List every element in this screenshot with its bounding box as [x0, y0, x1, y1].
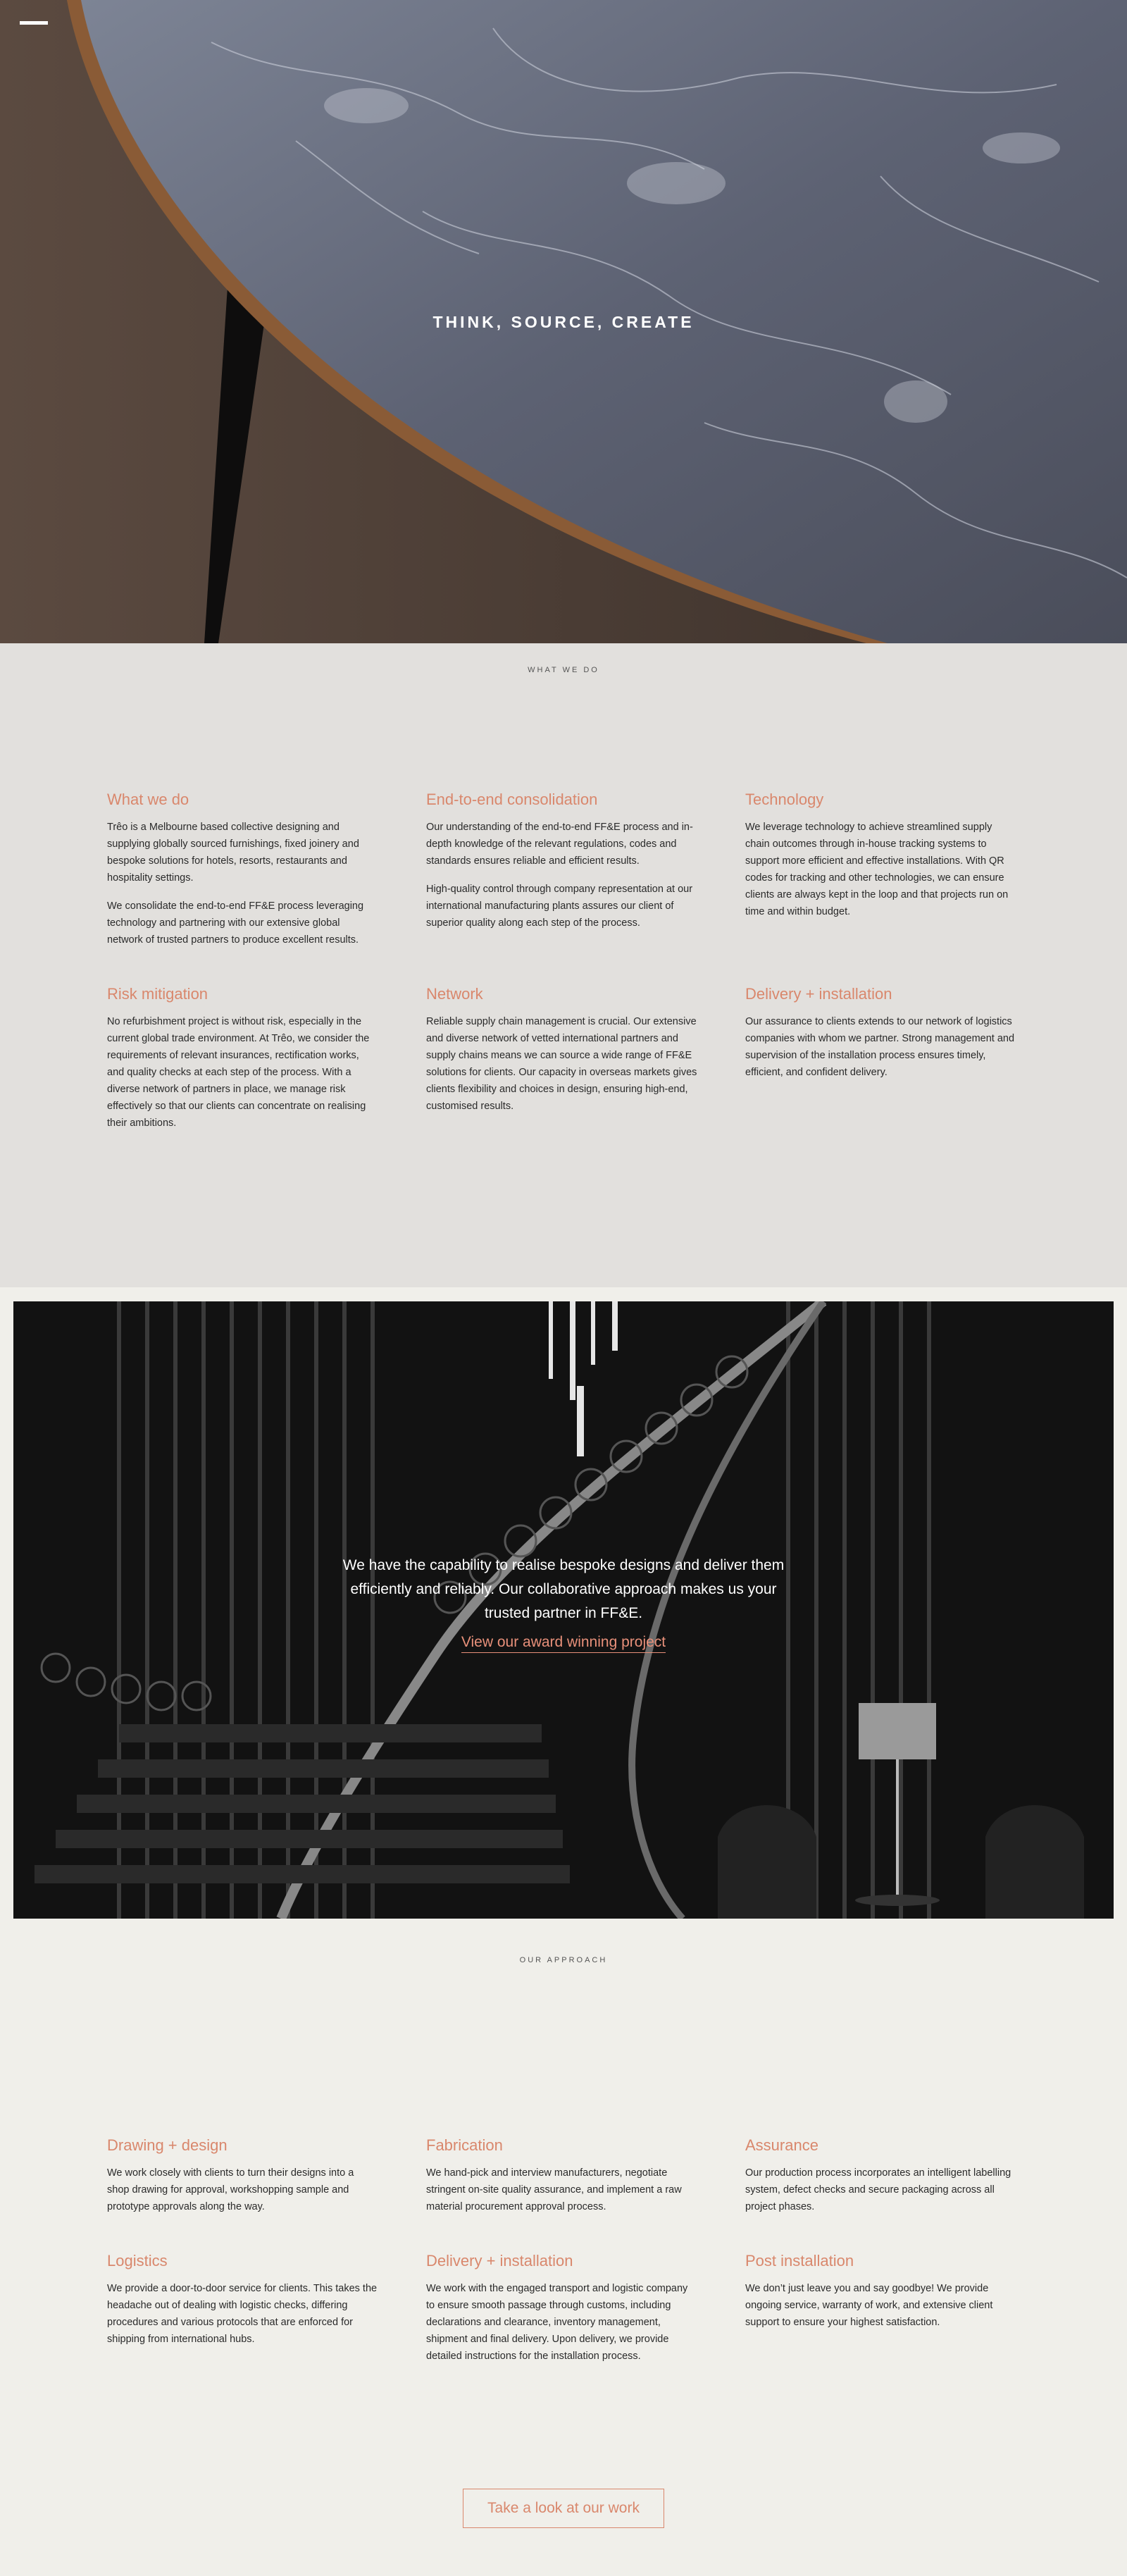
- card-title: Logistics: [107, 2252, 168, 2270]
- card-text: Our assurance to clients extends to our network of logistics companies with whom we partner. Strong management and supervision of the installation process ensures timely, efficient, and confident delivery.: [745, 1016, 1015, 1078]
- card-text: High-quality control through company representation at our international manufacturing plants assures our client of superior quality along each step of the process.: [426, 884, 693, 929]
- hero-section: [0, 0, 1127, 643]
- approach-grid-row-2: [107, 2252, 1023, 2376]
- approach-grid-row-1: [107, 2136, 1023, 2227]
- award-project-link[interactable]: View our award winning project: [461, 1634, 666, 1653]
- menu-button[interactable]: [20, 21, 48, 30]
- card-title: Technology: [745, 791, 824, 808]
- showcase-text: We have the capability to realise bespoke designs and deliver them efficiently and reliably. Our collaborative approach makes us your trusted partner in FF&E.: [342, 1557, 785, 1621]
- section-eyebrow: OUR APPROACH: [519, 1956, 608, 1964]
- service-card: [107, 791, 378, 960]
- showcase-content: [13, 1554, 1114, 1653]
- card-text: We don’t just leave you and say goodbye! We provide ongoing service, warranty of work, and extensive client support to ensure your highest satisfaction.: [745, 2283, 993, 2328]
- card-title: What we do: [107, 791, 189, 808]
- card-text: We provide a door-to-door service for clients. This takes the headache out of dealing with logistic checks, differing procedures and various protocols that are enforced for shipping from international hubs.: [107, 2283, 378, 2345]
- hamburger-icon: [20, 21, 48, 25]
- card-text: No refurbishment project is without risk, especially in the current global trade environment. At Trêo, we consider the requirements of relevant insurances, rectification works, and quality checks at each step of the process. With a diverse network of partners in place, we manage risk effectively so that our clients can concentrate on realising their ambitions.: [107, 1016, 370, 1129]
- view-work-button[interactable]: Take a look at our work: [463, 2489, 664, 2528]
- hero-title: THINK, SOURCE, CREATE: [432, 313, 695, 331]
- card-text: Our understanding of the end-to-end FF&E process and in-depth knowledge of the relevant regulations, codes and standards ensures reliable and efficient results.: [426, 822, 693, 867]
- card-text: We work with the engaged transport and logistic company to ensure smooth passage through customs, including declarations and clearance, inventory management, shipment and final delivery. Upon delivery, we provide detailed instructions for the installation process.: [426, 2283, 688, 2362]
- card-title: End-to-end consolidation: [426, 791, 598, 808]
- approach-section: [0, 1933, 1127, 2576]
- card-title: Post installation: [745, 2252, 854, 2270]
- card-title: Risk mitigation: [107, 985, 208, 1003]
- service-card: [107, 985, 378, 1143]
- service-card: [426, 791, 697, 960]
- card-title: Network: [426, 985, 483, 1003]
- card-text: Trêo is a Melbourne based collective designing and supplying globally sourced furnishings, fixed joinery and bespoke solutions for hotels, resorts, restaurants and hospitality settings.: [107, 822, 359, 884]
- approach-card: [107, 2252, 378, 2376]
- card-title: Fabrication: [426, 2136, 503, 2154]
- card-text: We consolidate the end-to-end FF&E process leveraging technology and partnering with our extensive global network of trusted partners to produce excellent results.: [107, 900, 364, 946]
- service-card: [745, 791, 1016, 960]
- services-grid-row-1: [107, 791, 1023, 960]
- approach-card: [107, 2136, 378, 2227]
- showcase-section: [13, 1301, 1114, 1919]
- approach-card: [745, 2136, 1016, 2227]
- service-card: [745, 985, 1016, 1143]
- approach-card: [426, 2252, 697, 2376]
- card-title: Drawing + design: [107, 2136, 228, 2154]
- services-grid-row-2: [107, 985, 1023, 1143]
- card-text: Our production process incorporates an intelligent labelling system, defect checks and secure packaging across all project phases.: [745, 2167, 1011, 2212]
- card-title: Delivery + installation: [426, 2252, 573, 2270]
- card-title: Delivery + installation: [745, 985, 892, 1003]
- what-we-do-section: [0, 643, 1127, 1287]
- approach-card: [745, 2252, 1016, 2376]
- section-eyebrow: WHAT WE DO: [528, 666, 599, 674]
- card-text: Reliable supply chain management is crucial. Our extensive and diverse network of vetted international partners and supply chains means we can source a wide range of FF&E solutions for clients. Our capacity in overseas markets gives clients flexibility and choices in design, ensuring high-end, customised results.: [426, 1016, 697, 1112]
- approach-card: [426, 2136, 697, 2227]
- card-text: We hand-pick and interview manufacturers, negotiate stringent on-site quality assurance, and implement a raw material procurement approval process.: [426, 2167, 682, 2212]
- card-text: We work closely with clients to turn their designs into a shop drawing for approval, workshopping sample and prototype approvals along the way.: [107, 2167, 354, 2212]
- service-card: [426, 985, 697, 1143]
- card-title: Assurance: [745, 2136, 818, 2154]
- card-text: We leverage technology to achieve streamlined supply chain outcomes through in-house tracking systems to support more efficient and effective installations. With QR codes for tracking and other technologies, we can ensure clients are always kept in the loop and that projects run on time and within budget.: [745, 822, 1009, 917]
